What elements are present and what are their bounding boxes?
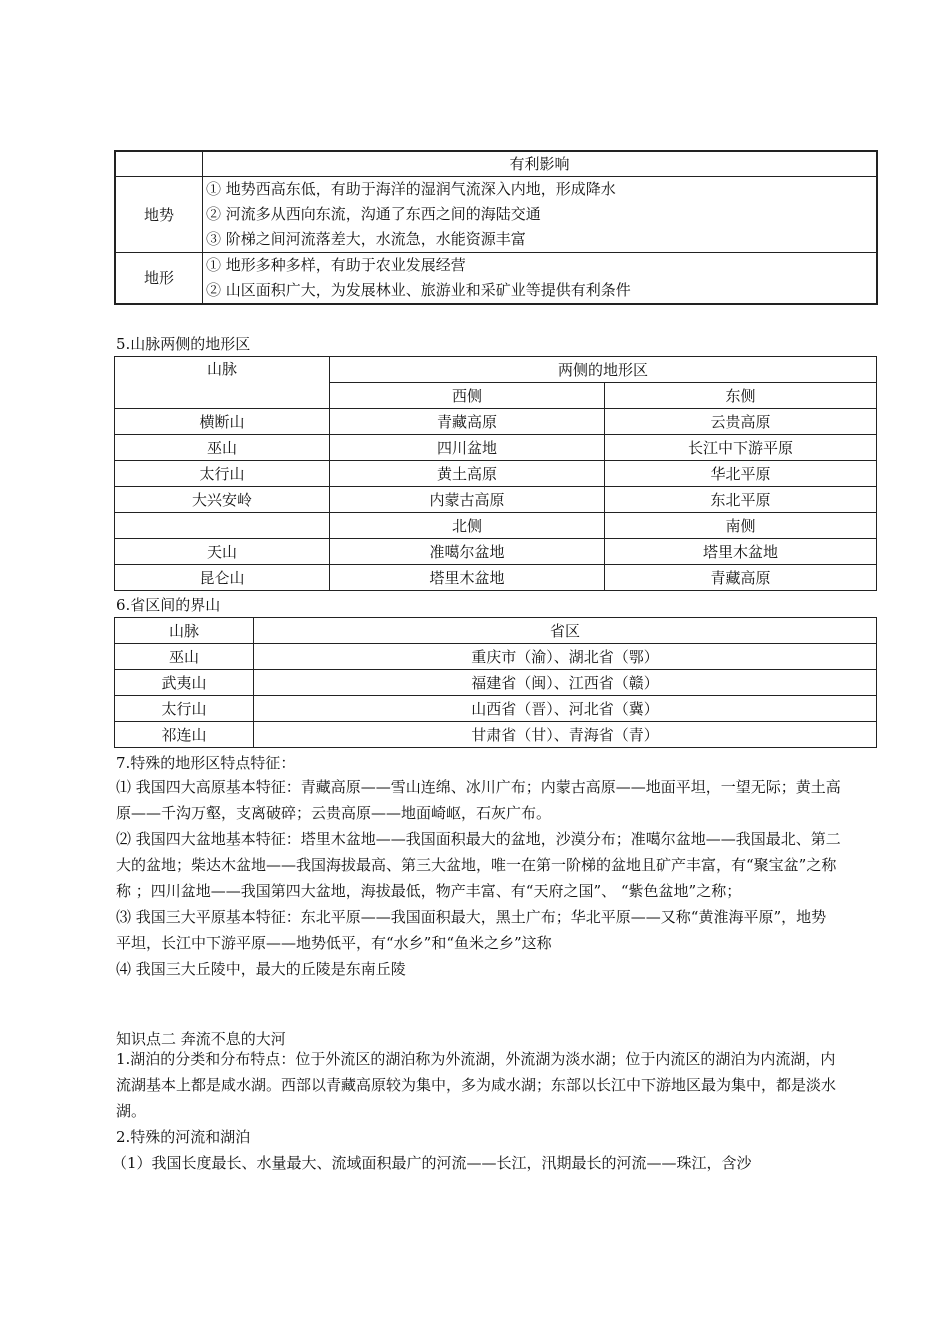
- mountain-cell: 武夷山: [115, 670, 254, 696]
- mountain-cell: 巫山: [115, 435, 330, 461]
- east-cell: 华北平原: [605, 461, 877, 487]
- section-6-title: 6.省区间的界山: [116, 596, 221, 614]
- table-header-mountain: 山脉: [115, 618, 254, 644]
- west-cell: 四川盆地: [330, 435, 605, 461]
- east-cell: 东北平原: [605, 487, 877, 513]
- province-cell: 福建省（闽）、江西省（赣）: [254, 670, 877, 696]
- table-row: [115, 435, 877, 461]
- row-content-terrain-trend: [203, 177, 878, 253]
- south-cell: 青藏高原: [605, 565, 877, 591]
- subheading: 2.特殊的河流和湖泊: [116, 1128, 251, 1146]
- north-cell: 塔里木盆地: [330, 565, 605, 591]
- row-label-landform: 地形: [115, 253, 203, 305]
- north-cell: 准噶尔盆地: [330, 539, 605, 565]
- paragraph: ⑵ 我国四大盆地基本特征：塔里木盆地——我国面积最大的盆地，沙漠分布；准噶尔盆地——我国最北、第二大的盆地；柴达木盆地——我国海拔最高、第三大盆地，唯一在第一阶梯的盆地且矿产丰富，有“聚宝盆”之称称 ；四川盆地——我国第四大盆地，海拔最低，物产丰富、有“天府之国”、 “紫色盆地”之称；: [116, 830, 841, 900]
- table-header-mountain: 山脉: [115, 357, 330, 409]
- table-row: [115, 644, 877, 670]
- province-cell: 山西省（晋）、河北省（冀）: [254, 696, 877, 722]
- table-header-favorable-impact: 有利影响: [203, 151, 878, 177]
- mountain-cell: 祁连山: [115, 722, 254, 748]
- section-7-body: [116, 774, 841, 982]
- table-row: [115, 487, 877, 513]
- province-cell: 重庆市（渝）、湖北省（鄂）: [254, 644, 877, 670]
- row-content-landform: [203, 253, 878, 305]
- west-cell: 内蒙古高原: [330, 487, 605, 513]
- mountain-cell: 天山: [115, 539, 330, 565]
- list-item: ③ 阶梯之间河流落差大，水流急，水能资源丰富: [206, 230, 526, 248]
- table-row: [115, 722, 877, 748]
- knowledge-point-2-body: [112, 1046, 841, 1176]
- boundary-mountains-table: [114, 617, 877, 748]
- mountain-cell: 昆仑山: [115, 565, 330, 591]
- list-item: ② 山区面积广大，为发展林业、旅游业和采矿业等提供有利条件: [206, 281, 631, 299]
- section-7-title: 7.特殊的地形区特点特征：: [116, 754, 296, 772]
- knowledge-point-2-title: 知识点二 奔流不息的大河: [116, 1030, 286, 1048]
- east-cell: 云贵高原: [605, 409, 877, 435]
- paragraph: ⑷ 我国三大丘陵中，最大的丘陵是东南丘陵: [116, 960, 406, 978]
- mountain-cell: 太行山: [115, 696, 254, 722]
- table-header-both-sides: 两侧的地形区: [330, 357, 877, 383]
- mountain-cell: 大兴安岭: [115, 487, 330, 513]
- paragraph: 1.湖泊的分类和分布特点：位于外流区的湖泊称为外流湖，外流湖为淡水湖；位于内流区的湖泊为内流湖，内流湖基本上都是咸水湖。西部以青藏高原较为集中，多为咸水湖；东部以长江中下游地区最为集中，都是淡水湖。: [116, 1050, 837, 1120]
- table-row: [115, 409, 877, 435]
- south-cell: 塔里木盆地: [605, 539, 877, 565]
- paragraph: ⑴ 我国四大高原基本特征：青藏高原——雪山连绵、冰川广布；内蒙古高原——地面平坦，一望无际；黄土高原——千沟万壑，支离破碎；云贵高原——地面崎岖，石灰广布。: [116, 778, 841, 822]
- table-row: [115, 696, 877, 722]
- province-cell: 甘肃省（甘）、青海省（青）: [254, 722, 877, 748]
- table-row: [115, 565, 877, 591]
- table-row: [115, 670, 877, 696]
- east-cell: 长江中下游平原: [605, 435, 877, 461]
- section-5-title: 5.山脉两侧的地形区: [116, 335, 251, 353]
- table-header-north: 北侧: [330, 513, 605, 539]
- list-item: ① 地形多种多样，有助于农业发展经营: [206, 256, 466, 274]
- list-item: ① 地势西高东低，有助于海洋的湿润气流深入内地，形成降水: [206, 180, 616, 198]
- table-row: [115, 539, 877, 565]
- table-header-province: 省区: [254, 618, 877, 644]
- table-header-west: 西侧: [330, 383, 605, 409]
- list-item: ② 河流多从西向东流，沟通了东西之间的海陆交通: [206, 205, 541, 223]
- table-row: [115, 461, 877, 487]
- row-label-terrain-trend: 地势: [115, 177, 203, 253]
- west-cell: 黄土高原: [330, 461, 605, 487]
- table-corner-cell: [115, 151, 203, 177]
- paragraph: （1）我国长度最长、水量最大、流域面积最广的河流——长江，汛期最长的河流——珠江，含沙: [112, 1154, 752, 1172]
- west-cell: 青藏高原: [330, 409, 605, 435]
- table-header-south: 南侧: [605, 513, 877, 539]
- empty-cell: [115, 513, 330, 539]
- terrain-impact-table: [114, 150, 878, 305]
- mountain-cell: 巫山: [115, 644, 254, 670]
- mountain-sides-table: [114, 356, 877, 591]
- mountain-cell: 太行山: [115, 461, 330, 487]
- table-header-east: 东侧: [605, 383, 877, 409]
- paragraph: ⑶ 我国三大平原基本特征：东北平原——我国面积最大，黑土广布；华北平原——又称“黄淮海平原”，地势平坦，长江中下游平原——地势低平，有“水乡”和“鱼米之乡”这称: [116, 908, 827, 952]
- mountain-cell: 横断山: [115, 409, 330, 435]
